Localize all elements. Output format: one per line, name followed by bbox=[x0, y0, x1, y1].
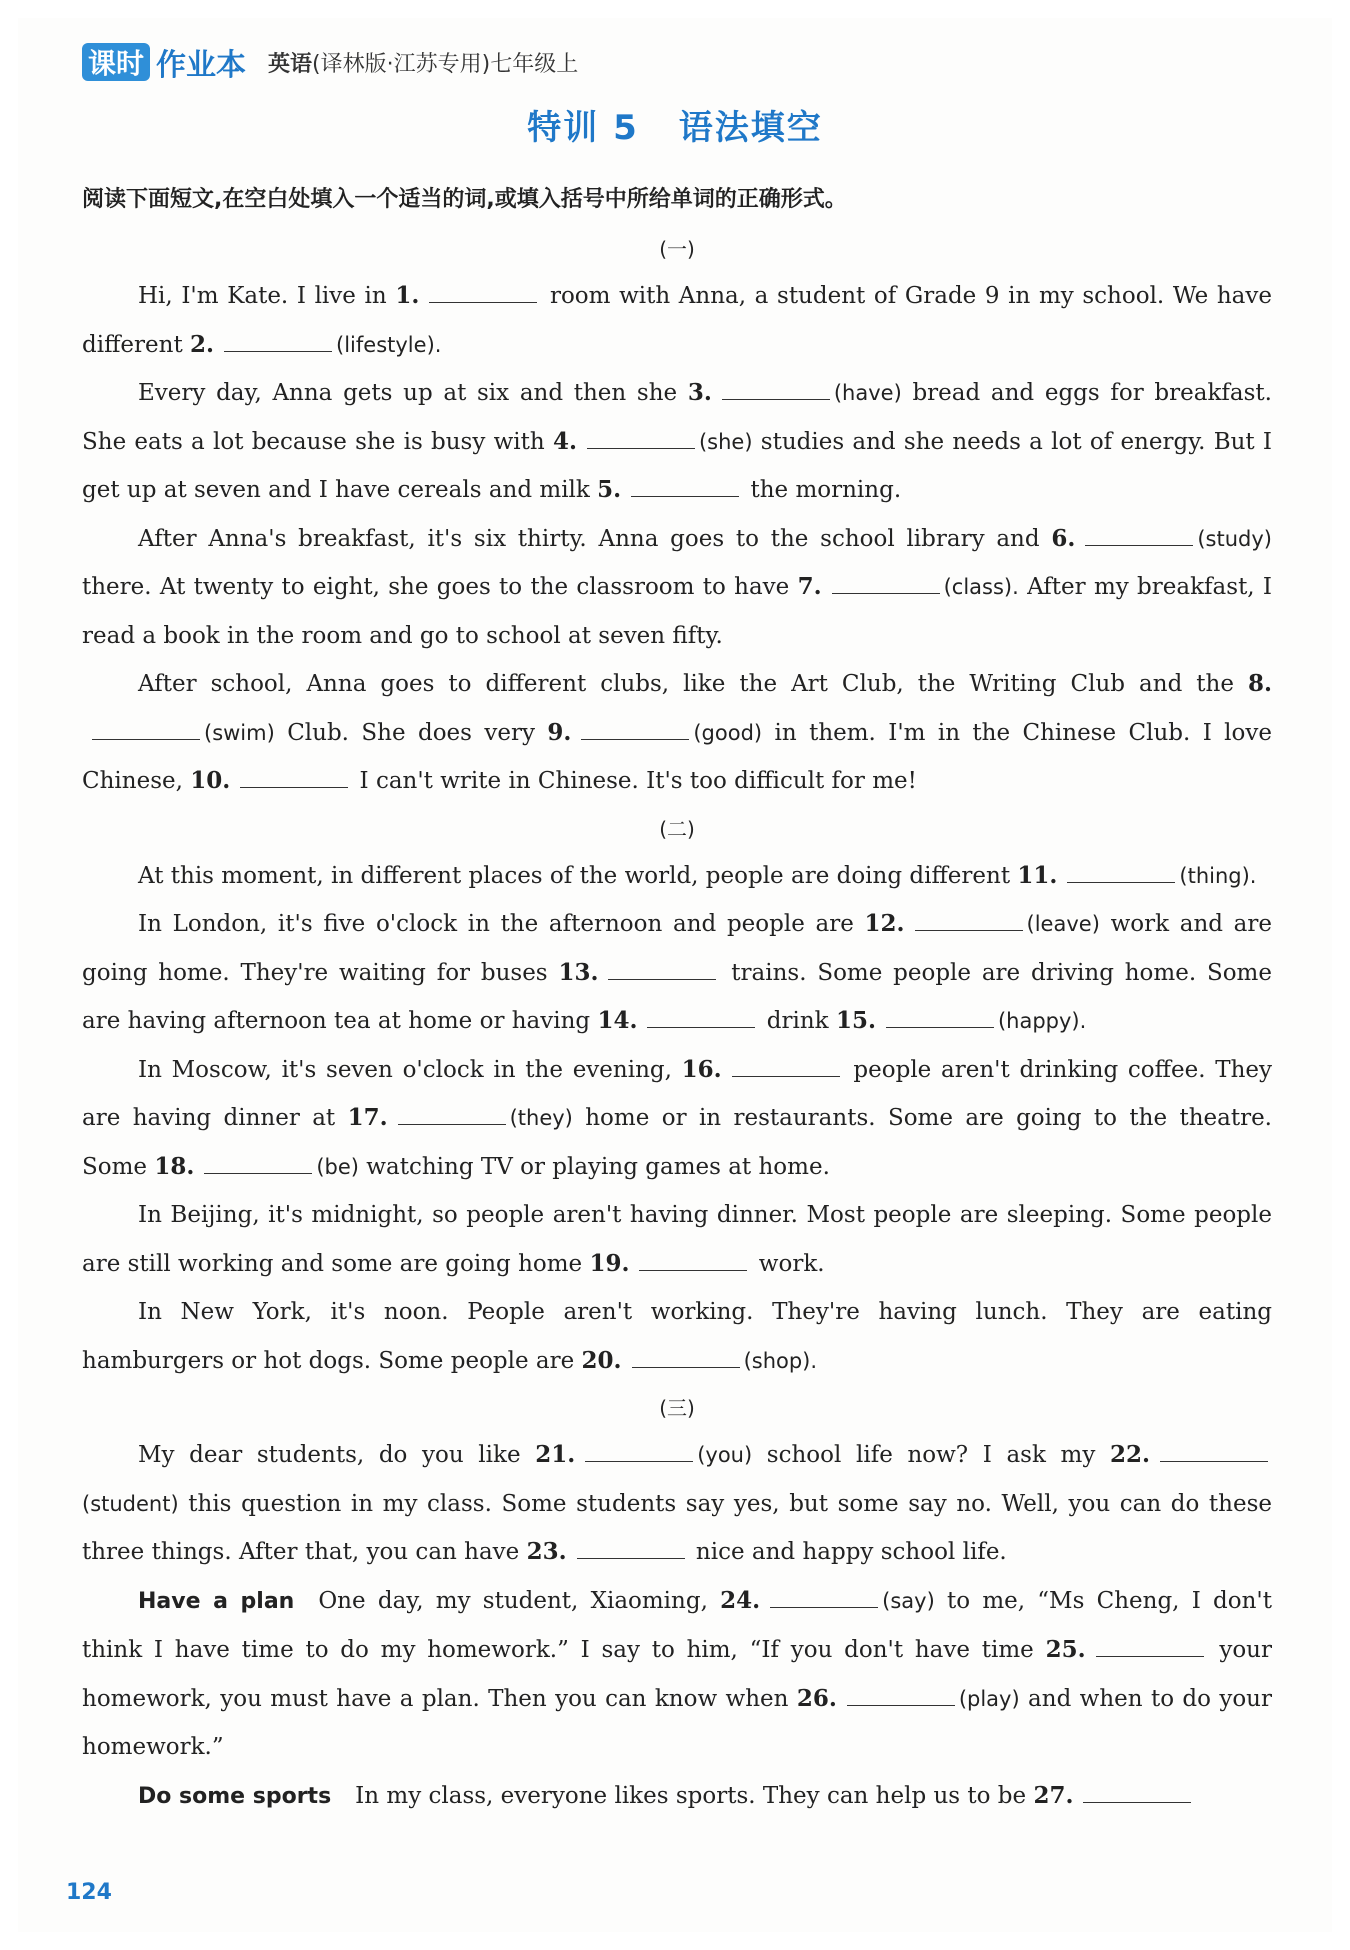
answer-blank[interactable] bbox=[1067, 860, 1175, 883]
section-heading-3: (三) bbox=[659, 1396, 695, 1420]
question-number: 17. bbox=[347, 1104, 388, 1131]
word-hint: (student) bbox=[82, 1491, 179, 1516]
question-number: 10. bbox=[190, 767, 231, 794]
answer-blank[interactable] bbox=[1160, 1439, 1268, 1462]
paragraph: In Moscow, it's seven o'clock in the evening, 16. people aren't drinking coffee. They are having dinner at 17. (they) home or in restaurants. Some are going to the theatre. Some 18. (be) watching TV or playing games at home. bbox=[82, 1055, 1272, 1180]
question-number: 8. bbox=[1247, 670, 1272, 697]
answer-blank[interactable] bbox=[429, 280, 537, 303]
answer-blank[interactable] bbox=[92, 717, 200, 740]
question-number: 20. bbox=[581, 1346, 622, 1374]
question-number: 27. bbox=[1033, 1781, 1074, 1809]
question-number: 14. bbox=[597, 1007, 638, 1034]
question-number: 6. bbox=[1051, 524, 1076, 552]
word-hint: (shop). bbox=[743, 1348, 818, 1373]
answer-blank[interactable] bbox=[631, 474, 739, 497]
paragraph: Do some sports In my class, everyone likes sports. They can help us to be 27. bbox=[82, 1772, 1272, 1822]
question-number: 4. bbox=[552, 427, 577, 455]
word-hint: (good) bbox=[693, 720, 763, 745]
question-number: 25. bbox=[1045, 1636, 1086, 1663]
word-hint: (leave) bbox=[1026, 912, 1100, 936]
paragraph: After school, Anna goes to different clubs, like the Art Club, the Writing Club and the 8.(swim) Club. She does very 9. (good) in them. I'm in the Chinese Club. I love Chinese, 10. I can't write in Chinese. It's too difficult for me! bbox=[82, 670, 1272, 794]
title-part1: 特训 5 bbox=[527, 108, 639, 148]
book-subtitle bbox=[268, 47, 578, 78]
answer-blank[interactable] bbox=[886, 1005, 994, 1028]
question-number: 23. bbox=[526, 1538, 567, 1565]
question-number: 22. bbox=[1109, 1441, 1150, 1468]
question-number: 21. bbox=[535, 1441, 576, 1468]
answer-blank[interactable] bbox=[639, 1248, 747, 1271]
answer-blank[interactable] bbox=[832, 571, 940, 594]
word-hint: (thing). bbox=[1179, 863, 1257, 888]
word-hint: (swim) bbox=[204, 720, 275, 745]
answer-blank[interactable] bbox=[585, 1439, 693, 1462]
question-number: 5. bbox=[597, 476, 622, 503]
exercise-body bbox=[82, 226, 1272, 1821]
answer-blank[interactable] bbox=[240, 765, 348, 788]
subheading: Have a plan bbox=[138, 1588, 295, 1614]
logo-text: 作业本 bbox=[156, 48, 247, 83]
answer-blank[interactable] bbox=[398, 1102, 506, 1125]
word-hint: (happy). bbox=[997, 1009, 1087, 1033]
paragraph: Every day, Anna gets up at six and then she 3. (have) bread and eggs for breakfast. She eats a lot because she is busy with 4. (she) studies and she needs a lot of energy. But I get up at seven and I have cereals and milk 5. the morning. bbox=[82, 379, 1272, 503]
answer-blank[interactable] bbox=[204, 1151, 312, 1174]
word-hint: (say) bbox=[882, 1588, 935, 1613]
question-number: 16. bbox=[681, 1055, 722, 1083]
paragraph: After Anna's breakfast, it's six thirty. Anna goes to the school library and 6. (study) there. At twenty to eight, she goes to the classroom to have 7. (class). After my breakfast, I read a book in the room and go to school at seven fifty. bbox=[82, 524, 1272, 649]
answer-blank[interactable] bbox=[632, 1345, 740, 1368]
question-number: 3. bbox=[687, 379, 712, 406]
title-part2: 语法填空 bbox=[678, 108, 823, 148]
answer-blank[interactable] bbox=[915, 908, 1023, 931]
answer-blank[interactable] bbox=[224, 329, 332, 352]
word-hint: (lifestyle). bbox=[336, 332, 442, 357]
paragraph: In New York, it's noon. People aren't working. They're having lunch. They are eating hamburgers or hot dogs. Some people are 20. (shop). bbox=[82, 1299, 1272, 1374]
question-number: 13. bbox=[558, 958, 599, 986]
paragraph: Have a plan One day, my student, Xiaoming, 24. (say) to me, “Ms Cheng, I don't think I have time to do my homework.” I say to him, “If you don't have time 25. your homework, you must have a plan. Then you can know when 26. (play) and when to do your homework.” bbox=[82, 1586, 1272, 1760]
question-number: 19. bbox=[589, 1249, 630, 1277]
question-number: 12. bbox=[864, 910, 905, 937]
question-number: 9. bbox=[547, 718, 572, 746]
answer-blank[interactable] bbox=[587, 426, 695, 449]
question-number: 15. bbox=[835, 1007, 876, 1034]
page-title bbox=[0, 100, 1350, 149]
word-hint: (class). bbox=[943, 575, 1019, 599]
answer-blank[interactable] bbox=[581, 717, 689, 740]
subject-label: 英语 bbox=[268, 51, 313, 77]
logo-badge: 课时 bbox=[82, 43, 150, 81]
answer-blank[interactable] bbox=[608, 957, 716, 980]
edition-label: (译林版·江苏专用)七年级上 bbox=[312, 51, 579, 77]
section-heading-2: (二) bbox=[659, 816, 695, 841]
word-hint: (she) bbox=[698, 429, 753, 454]
page-number: 124 bbox=[66, 1880, 112, 1905]
paragraph: My dear students, do you like 21. (you) school life now? I ask my 22.(student) this question in my class. Some students say yes, but some say no. Well, you can do these three things. After that, you can have 23. nice and happy school life. bbox=[82, 1441, 1272, 1565]
question-number: 18. bbox=[154, 1152, 195, 1180]
question-number: 2. bbox=[190, 330, 215, 358]
question-number: 24. bbox=[720, 1586, 761, 1614]
answer-blank[interactable] bbox=[770, 1585, 878, 1608]
answer-blank[interactable] bbox=[732, 1054, 840, 1077]
word-hint: (study) bbox=[1197, 526, 1272, 551]
answer-blank[interactable] bbox=[647, 1005, 755, 1028]
section-heading-1: (一) bbox=[659, 237, 695, 261]
answer-blank[interactable] bbox=[1096, 1634, 1204, 1657]
question-number: 7. bbox=[797, 573, 822, 600]
header bbox=[82, 40, 578, 84]
word-hint: (be) bbox=[316, 1154, 359, 1179]
paragraph: Hi, I'm Kate. I live in 1. room with Anna, a student of Grade 9 in my school. We have different 2. (lifestyle). bbox=[82, 282, 1272, 358]
answer-blank[interactable] bbox=[847, 1683, 955, 1706]
paragraph: In London, it's five o'clock in the afternoon and people are 12. (leave) work and are going home. They're waiting for buses 13. trains. Some people are driving home. Some are having afternoon tea at home or having 14. drink 15. (happy). bbox=[82, 910, 1272, 1034]
answer-blank[interactable] bbox=[1085, 523, 1193, 546]
answer-blank[interactable] bbox=[1083, 1780, 1191, 1803]
paragraph: In Beijing, it's midnight, so people aren't having dinner. Most people are sleeping. Some people are still working and some are going home 19. work. bbox=[82, 1202, 1272, 1277]
word-hint: (you) bbox=[697, 1443, 753, 1467]
question-number: 11. bbox=[1017, 861, 1058, 889]
paragraph: At this moment, in different places of the world, people are doing different 11. (thing). bbox=[138, 861, 1257, 889]
word-hint: (they) bbox=[509, 1106, 573, 1130]
question-number: 26. bbox=[796, 1684, 837, 1712]
answer-blank[interactable] bbox=[577, 1536, 685, 1559]
instruction: 阅读下面短文,在空白处填入一个适当的词,或填入括号中所给单词的正确形式。 bbox=[82, 187, 847, 212]
subheading: Do some sports bbox=[138, 1783, 332, 1809]
question-number: 1. bbox=[395, 282, 420, 309]
answer-blank[interactable] bbox=[722, 377, 830, 400]
word-hint: (have) bbox=[833, 381, 902, 405]
word-hint: (play) bbox=[958, 1686, 1020, 1711]
